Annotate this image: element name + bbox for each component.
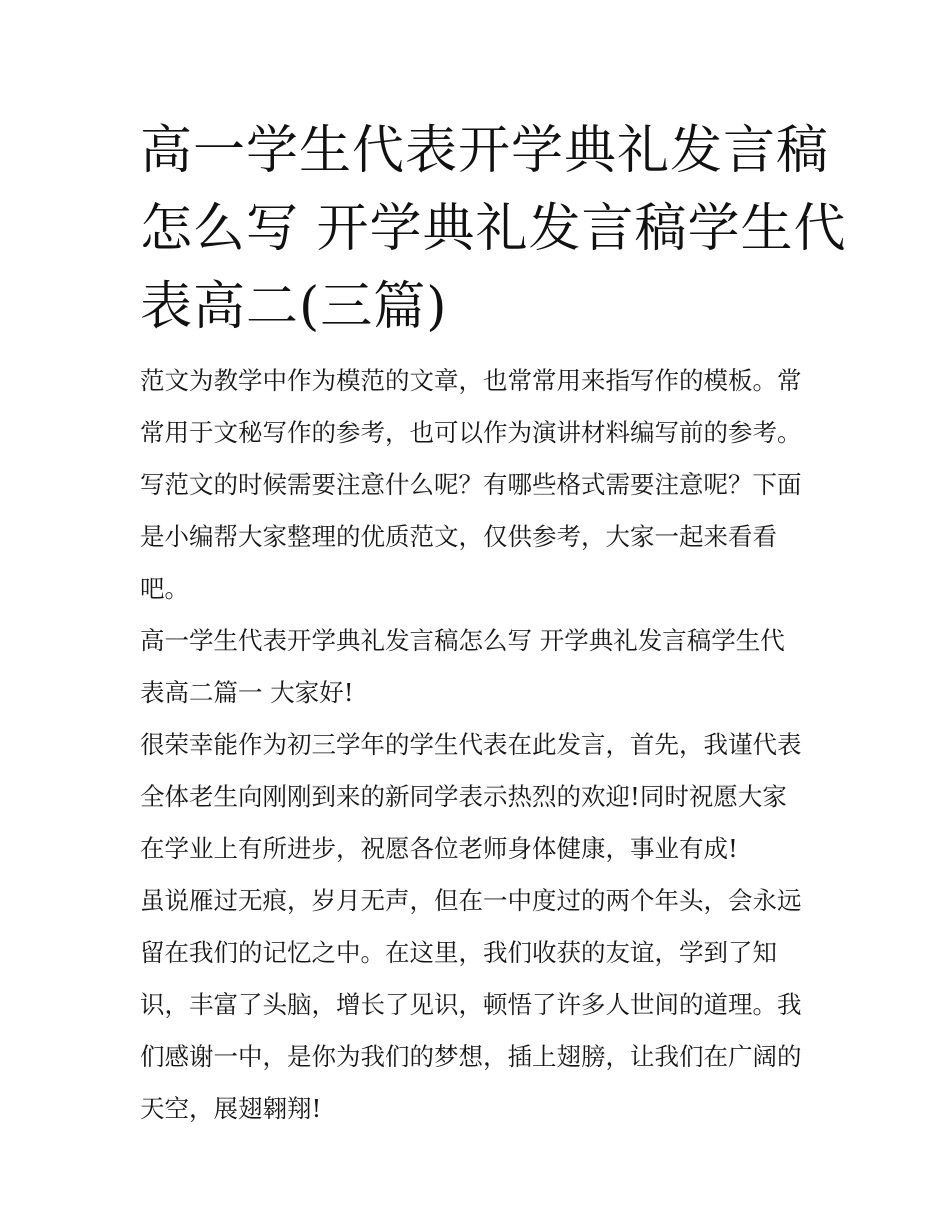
body-line: 高一学生代表开学典礼发言稿怎么写 开学典礼发言稿学生代 [140, 626, 785, 655]
title-line-2: 怎么写 开学典礼发言稿学生代 [140, 199, 847, 259]
body-line: 常用于文秘写作的参考，也可以作为演讲材料编写前的参考。 [140, 418, 802, 447]
body-line: 留在我们的记忆之中。在这里，我们收获的友谊，学到了知 [140, 938, 777, 967]
body-line: 识，丰富了头脑，增长了见识，顿悟了许多人世间的道理。我 [140, 990, 802, 1019]
body-line: 虽说雁过无痕，岁月无声，但在一中度过的两个年头，会永远 [140, 886, 802, 915]
body-line: 全体老生向刚刚到来的新同学表示热烈的欢迎!同时祝愿大家 [140, 782, 787, 811]
body-line: 天空，展翅翱翔! [140, 1094, 322, 1123]
title-line-3: 表高二(三篇) [140, 277, 448, 337]
body-line: 很荣幸能作为初三学年的学生代表在此发言，首先，我谨代表 [140, 730, 802, 759]
body-line: 吧。 [140, 574, 189, 603]
title-line-1: 高一学生代表开学典礼发言稿 [140, 121, 830, 181]
document-body [140, 355, 820, 1135]
body-line: 表高二篇一 大家好! [140, 678, 354, 707]
page-title [140, 112, 847, 346]
body-line: 是小编帮大家整理的优质范文，仅供参考，大家一起来看看 [140, 522, 777, 551]
body-line: 范文为教学中作为模范的文章，也常常用来指写作的模板。常 [140, 366, 802, 395]
body-line: 们感谢一中，是你为我们的梦想，插上翅膀，让我们在广阔的 [140, 1042, 802, 1071]
body-line: 写范文的时候需要注意什么呢？有哪些格式需要注意呢？下面 [140, 470, 802, 499]
body-line: 在学业上有所进步，祝愿各位老师身体健康，事业有成! [140, 834, 738, 863]
